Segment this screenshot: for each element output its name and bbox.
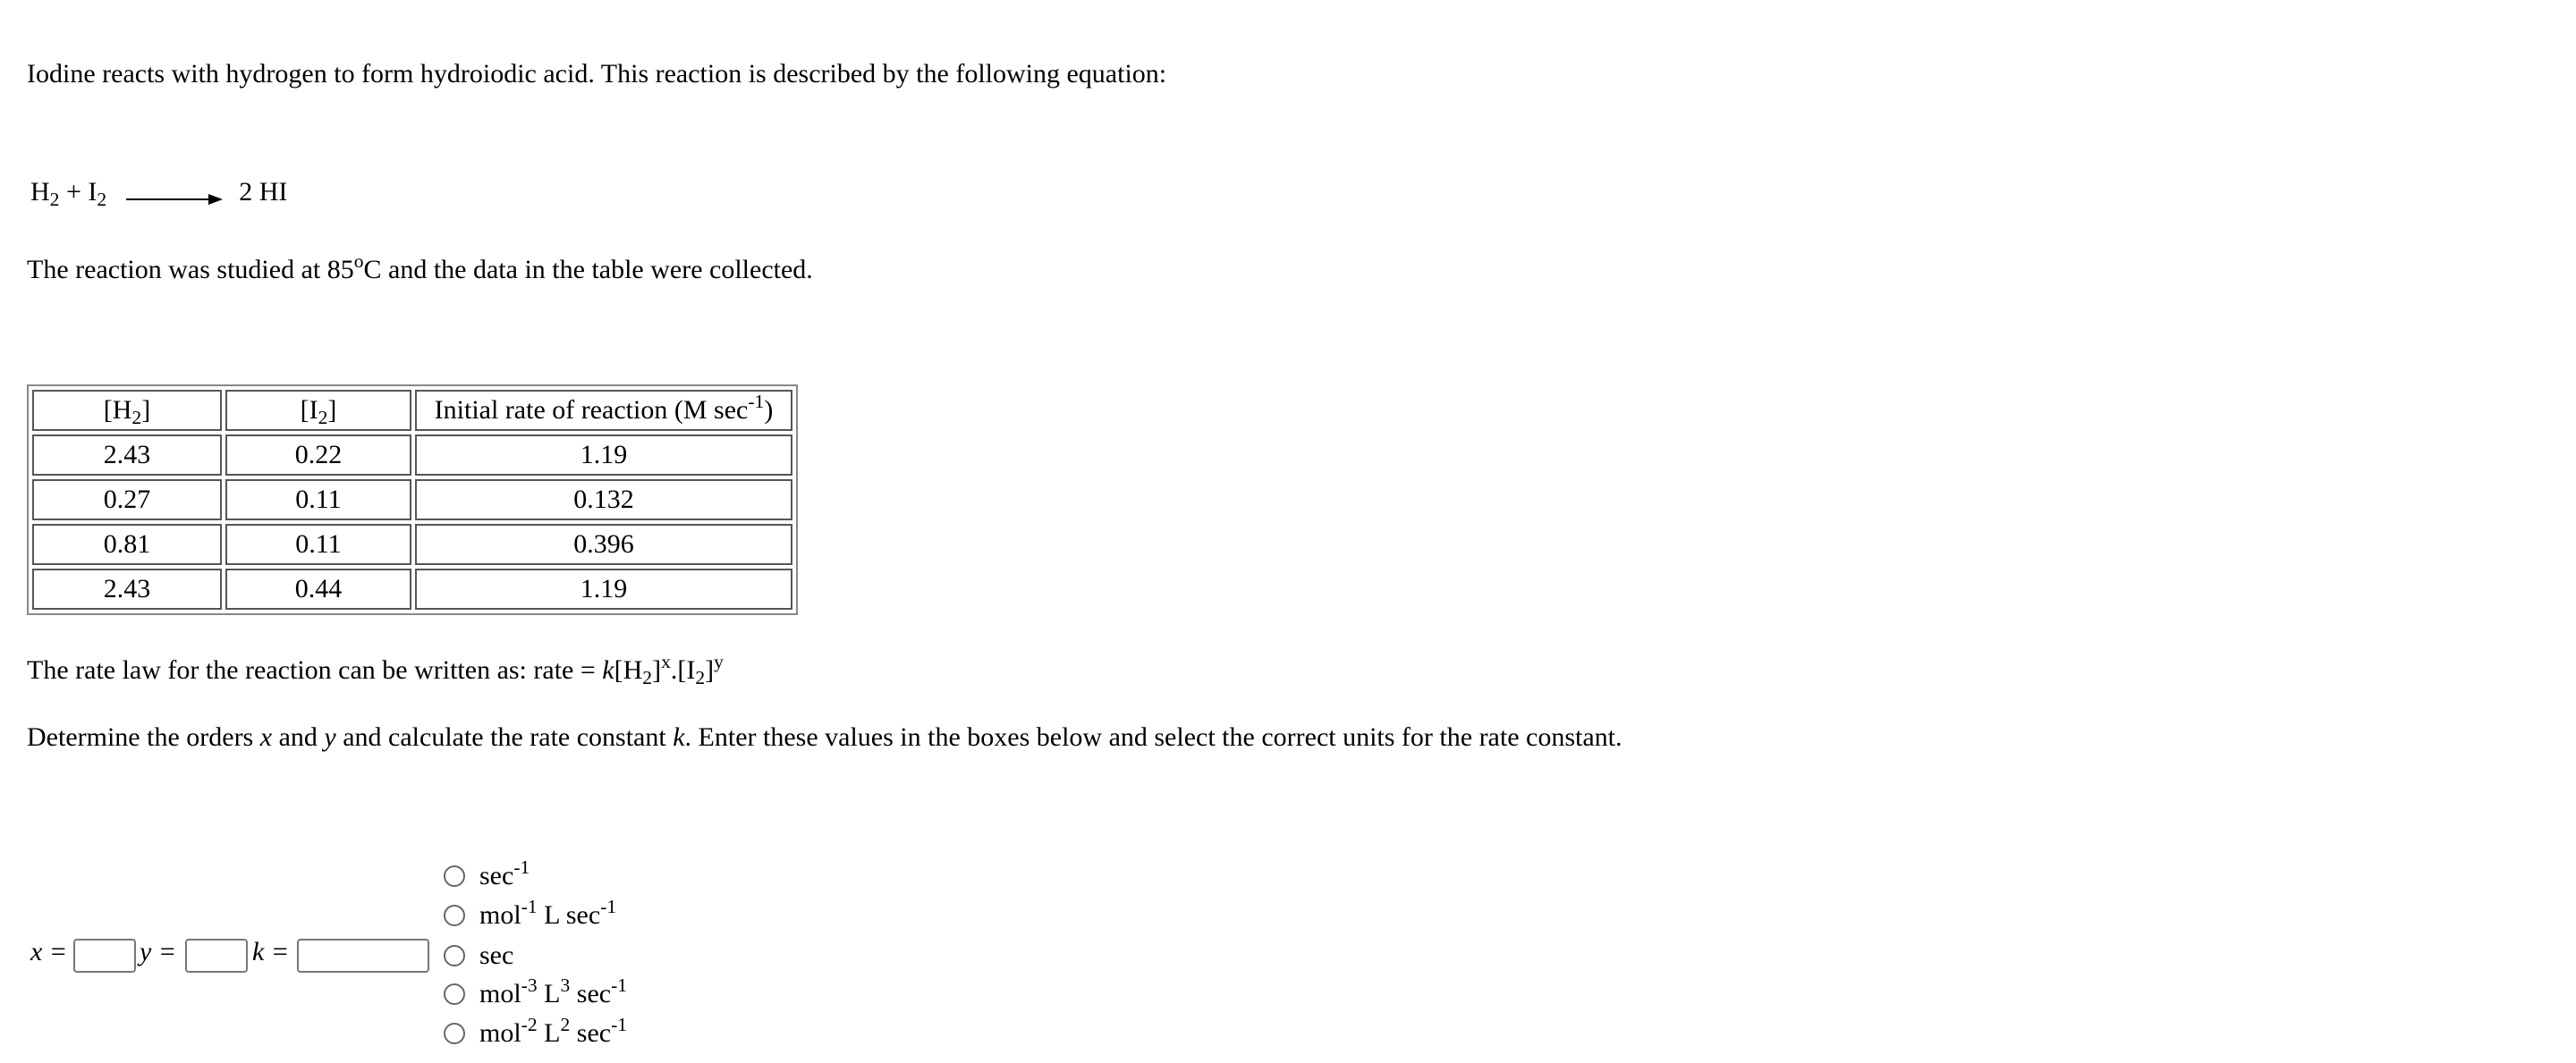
header-i2: $[I_2]$ xyxy=(225,390,411,431)
unit-label: mol$^{-2}$ $L^2$ $\sec^{-1}$ xyxy=(479,1014,628,1048)
x-input[interactable] xyxy=(73,939,136,973)
radio-button[interactable] xyxy=(444,905,465,926)
instructions-text: Determine the orders x and y and calculate the rate constant k. Enter these values in the boxes below and select the correct units for the rate constant. xyxy=(27,722,1623,752)
unit-option-mol-3-l3-sec-inv[interactable] xyxy=(444,974,628,1009)
unit-option-mol-inv-l-sec-inv[interactable] xyxy=(444,896,617,931)
cell-rate: 0.132 xyxy=(415,479,792,520)
x-label: x = xyxy=(30,937,68,966)
unit-label: sec xyxy=(479,941,514,970)
radio-button[interactable] xyxy=(444,945,465,966)
unit-option-sec[interactable] xyxy=(444,941,513,971)
cell-rate: 1.19 xyxy=(415,569,792,610)
y-label: y = xyxy=(140,937,177,966)
rate-law-text: The rate law for the reaction can be written as: rate = $k[H_2]^x.[I_2]^y$ xyxy=(27,651,724,689)
unit-option-mol-2-l2-sec-inv[interactable] xyxy=(444,1014,628,1049)
radio-button[interactable] xyxy=(444,865,465,887)
cell-h2: 2.43 xyxy=(32,569,222,610)
y-input[interactable] xyxy=(185,939,248,973)
reaction-equation xyxy=(30,177,288,211)
cell-h2: 0.27 xyxy=(32,479,222,520)
conditions-post: C and the data in the table were collected. xyxy=(363,255,813,284)
table-header-row xyxy=(32,390,792,431)
cell-rate: 1.19 xyxy=(415,434,792,476)
radio-button[interactable] xyxy=(444,1023,465,1044)
h2-symbol: H xyxy=(30,177,50,207)
k-input[interactable] xyxy=(297,939,429,973)
cell-i2: 0.11 xyxy=(225,524,411,565)
i2-subscript: 2 xyxy=(97,189,107,211)
table-row xyxy=(32,524,792,565)
cell-i2: 0.22 xyxy=(225,434,411,476)
cell-i2: 0.11 xyxy=(225,479,411,520)
unit-label: mol$^{-3}$ $L^3$ $\sec^{-1}$ xyxy=(479,974,628,1008)
table-row xyxy=(32,434,792,476)
conditions-pre: The reaction was studied at 85 xyxy=(27,255,354,284)
data-table xyxy=(27,384,798,615)
radio-button[interactable] xyxy=(444,983,465,1005)
plus-i2: + I xyxy=(59,177,97,207)
table-row xyxy=(32,479,792,520)
cell-rate: 0.396 xyxy=(415,524,792,565)
product: 2 HI xyxy=(239,177,288,207)
cell-i2: 0.44 xyxy=(225,569,411,610)
k-label: k = xyxy=(252,937,290,966)
table-row xyxy=(32,569,792,610)
cell-h2: 0.81 xyxy=(32,524,222,565)
degree-sup: o xyxy=(353,250,364,273)
unit-option-sec-inverse[interactable] xyxy=(444,856,530,891)
cell-h2: 2.43 xyxy=(32,434,222,476)
unit-label: mol$^{-1}$ L $\sec^{-1}$ xyxy=(479,896,617,930)
header-h2: $[H_2]$ xyxy=(32,390,222,431)
header-rate: Initial rate of reaction (M $\sec^{-1}$) xyxy=(415,390,792,431)
intro-text: Iodine reacts with hydrogen to form hydroiodic acid. This reaction is described by the following equation: xyxy=(27,59,1167,89)
unit-label: $\sec^{-1}$ xyxy=(479,856,530,890)
reaction-arrow-icon xyxy=(126,198,221,200)
reactants xyxy=(30,177,107,211)
h2-subscript: 2 xyxy=(49,189,60,211)
conditions-text xyxy=(27,250,813,285)
